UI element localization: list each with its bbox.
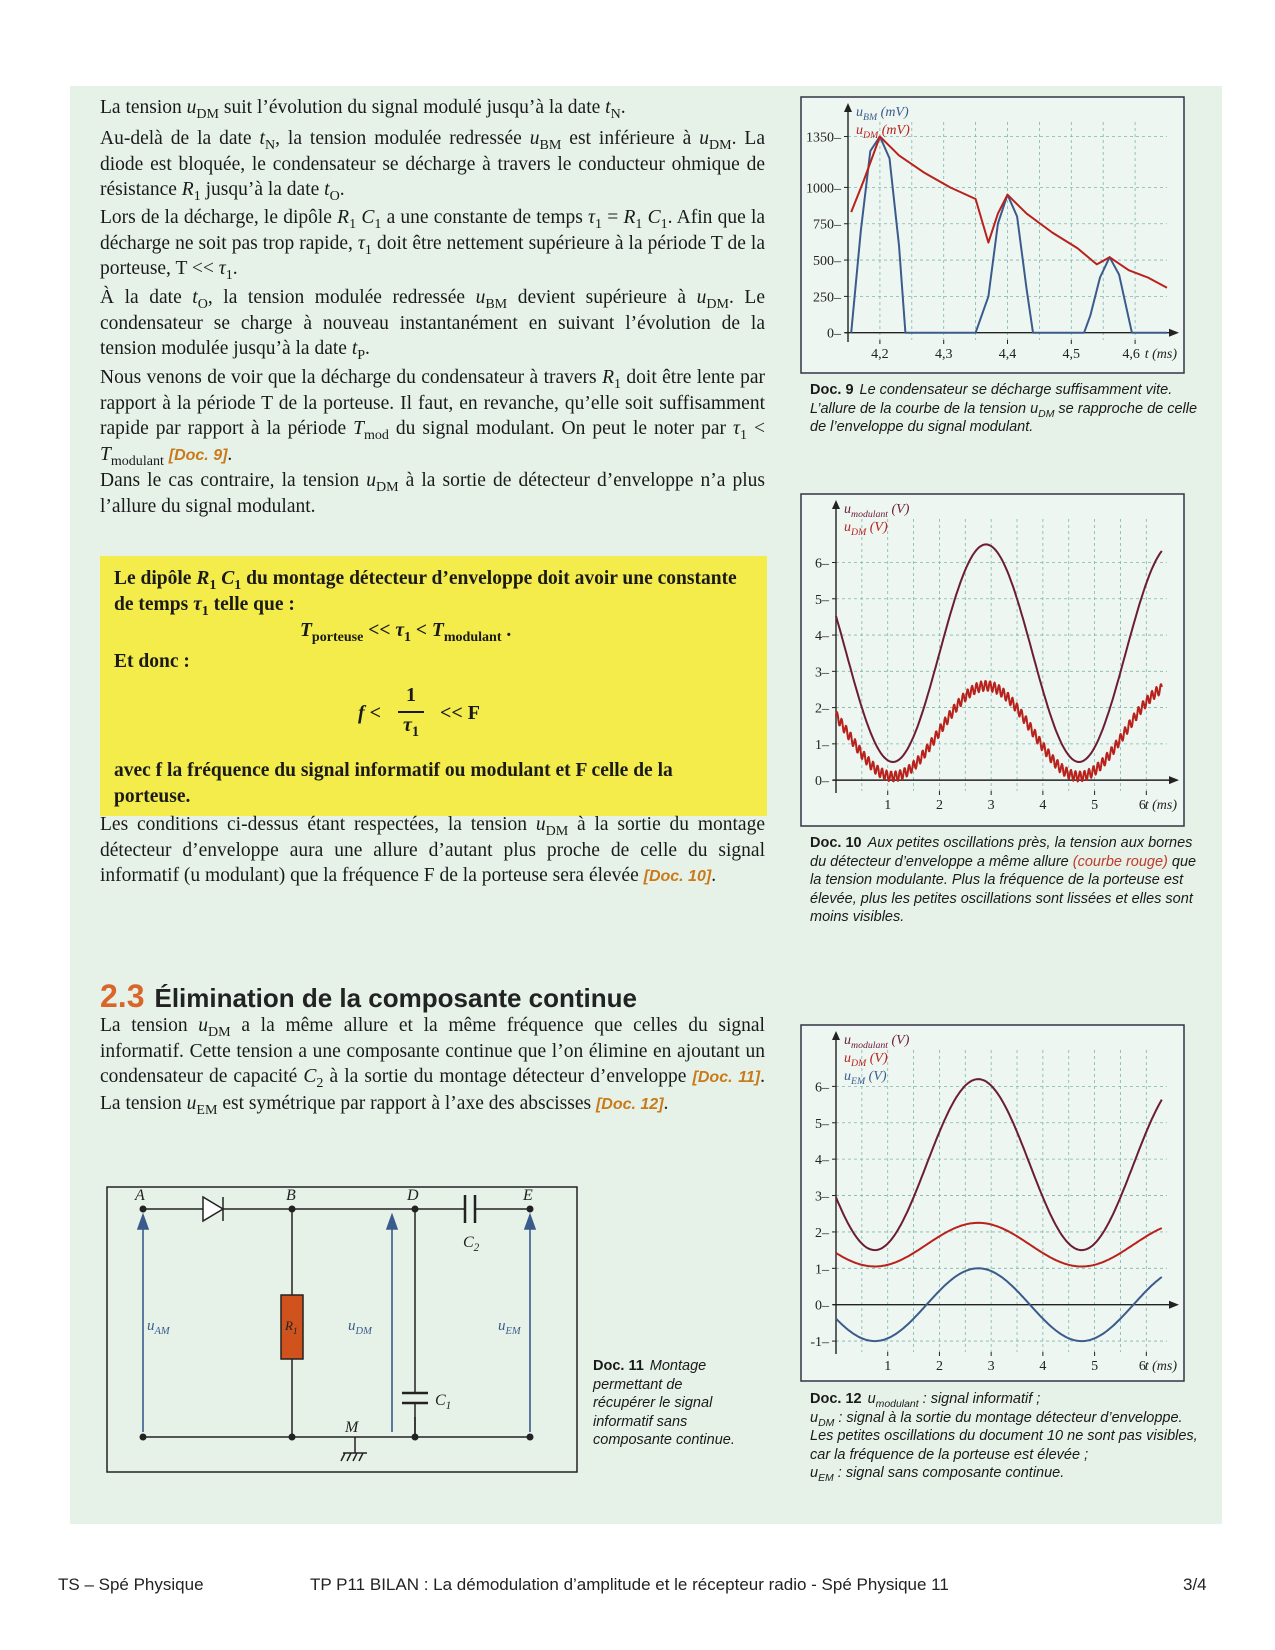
label-c1: $C_1$	[435, 1392, 452, 1412]
y-tick-label: 5–	[815, 592, 829, 608]
node-m: M	[345, 1419, 359, 1436]
formula-numerator: 1	[406, 684, 416, 706]
y-tick-label: 5–	[815, 1116, 829, 1132]
keybox-line1: Le dipôle $R_1$ $C_1$ du montage détecteur d’enveloppe doit avoir une constante de temps $\tau_1$ telle que :	[114, 568, 737, 619]
y-tick-label: 2–	[815, 701, 829, 717]
label-r1: $R_1$	[285, 1318, 298, 1336]
legend-entry: $u_{DM}$ (mV)	[856, 123, 910, 141]
x-tick-label: 1	[884, 798, 892, 813]
doc11-label: Doc. 11	[593, 1358, 644, 1374]
paragraph-7: Les conditions ci-dessus étant respectées, la tension $u_{DM}$ à la sortie du montage détecteur d’enveloppe aura une allure d’autant plus proche de celle du signal informatif (u modulant) que la fréquence F de la porteuse sera élevée [Doc. 10].	[100, 814, 765, 886]
y-tick-label: 500–	[813, 254, 841, 270]
x-tick-label: 4	[1039, 798, 1047, 813]
doc10-reference[interactable]: [Doc. 10]	[643, 868, 712, 885]
doc9-chart	[800, 96, 1185, 374]
legend-entry: $u_{EM}$ (V)	[844, 1069, 887, 1087]
y-tick-label: 6–	[815, 1080, 829, 1096]
node-d: D	[407, 1187, 419, 1204]
p1-text: La tension $u_{DM}$ suit l’évolution du signal modulé jusqu’à la date $t_N$.	[100, 97, 626, 122]
doc11-caption	[593, 1357, 743, 1450]
y-tick-label: -1–	[810, 1335, 829, 1351]
legend-entry: $u_{modulant}$ (V)	[844, 1033, 910, 1051]
keybox-inequality: $T_{porteuse} << \tau_1 < T_{modulant}$ .	[300, 620, 512, 645]
g10-frame	[801, 494, 1184, 826]
doc12-chart	[800, 1024, 1185, 1382]
x-tick-label: 3	[987, 1359, 995, 1374]
p3-text: Lors de la décharge, le dipôle $R_1$ $C_1$ a une constante de temps $\tau_1 = R_1$ $C_1$. Afin que la décharge ne soit pas trop rapide, $\tau_1$ doit être nettement supérieure à la période T de la porteuse, $T << \tau_1$.	[100, 207, 766, 283]
x-tick-label: 4	[1039, 1359, 1047, 1374]
doc10-label: Doc. 10	[810, 835, 862, 851]
label-c2: $C_2$	[463, 1234, 480, 1254]
doc10-caption-text: Aux petites oscillations près, la tension aux bornes du détecteur d’enveloppe a même allure	[810, 835, 1193, 870]
doc10-caption	[810, 834, 1205, 927]
y-tick-label: 750–	[813, 217, 841, 233]
legend-entry: $u_{DM}$ (V)	[844, 1051, 888, 1069]
p5-text: Nous venons de voir que la décharge du condensateur à travers $R_1$ doit être lente par rapport à la période T de la porteuse. Il faut, en revanche, qu’elle soit suffisamment rapide par rapport à la période $T_{mod}$ du signal modulant. On peut le noter par $\tau_1 < T_{modulant}$	[100, 367, 765, 469]
doc12-caption-l3: $u_{EM}$ : signal sans composante continue.	[810, 1465, 1065, 1484]
doc10-chart	[800, 493, 1185, 827]
x-tick-label: 6	[1138, 1359, 1146, 1374]
paragraph-2	[100, 126, 765, 203]
doc9-label: Doc. 9	[810, 382, 854, 398]
x-tick-label: 5	[1091, 798, 1099, 813]
doc12-reference[interactable]: [Doc. 12]	[595, 1095, 664, 1113]
y-tick-label: 3–	[815, 1189, 829, 1205]
x-tick-label: 6	[1138, 798, 1146, 813]
legend-entry: $u_{BM}$ (mV)	[856, 105, 909, 123]
y-tick-label: 0–	[815, 774, 829, 790]
y-tick-label: 0–	[815, 1298, 829, 1314]
y-tick-label: 250–	[813, 290, 841, 306]
x-tick-label: 5	[1091, 1359, 1099, 1374]
node-a: A	[135, 1187, 145, 1204]
x-tick-label: 2	[935, 798, 943, 813]
keybox-and-so: Et donc :	[114, 651, 190, 672]
label-udm: $u_{DM}$	[348, 1318, 372, 1337]
x-tick-label: 4,3	[934, 347, 953, 362]
p8-text: La tension $u_{DM}$ a la même allure et la même fréquence que celles du signal informatif. Cette tension a une composante continue que l’on élimine en ajoutant un condensateur de capacité $C_2$ à la sortie du montage détecteur d’enveloppe	[100, 1015, 765, 1091]
section-number: 2.3	[100, 978, 145, 1014]
formula-right: << F	[440, 702, 481, 724]
node-b: B	[286, 1187, 296, 1204]
p6-text: Dans le cas contraire, la tension $u_{DM}$ à la sortie de détecteur d’enveloppe n’a plus l’allure du signal modulant.	[100, 470, 765, 517]
label-uam: $u_{AM}$	[147, 1318, 170, 1337]
y-tick-label: 1–	[815, 737, 829, 753]
p8-mid-text: . La tension $u_{EM}$ est symétrique par rapport à l’axe des abscisses	[100, 1066, 766, 1118]
y-tick-label: 1–	[815, 1262, 829, 1278]
doc9-caption	[810, 381, 1205, 437]
footer-page-number: 3/4	[1183, 1575, 1207, 1594]
paragraph-3	[100, 205, 765, 282]
doc12-label: Doc. 12	[810, 1391, 862, 1407]
label-uem: $u_{EM}$	[498, 1318, 521, 1337]
p4-text: À la date $t_O$, la tension modulée redressée $u_{BM}$ devient supérieure à $u_{DM}$. Le condensateur se charge à nouveau instantanément en suivant l’évolution de la tension modulée jusqu’à la date $t_P$.	[100, 287, 765, 363]
formula-denominator: $\tau_1$	[402, 714, 420, 740]
y-tick-label: 1000–	[806, 181, 841, 197]
paragraph-4	[100, 285, 765, 362]
x-tick-label: 4,4	[998, 347, 1017, 362]
y-tick-label: 6–	[815, 556, 829, 572]
x-axis-label: t (ms)	[1144, 1359, 1177, 1374]
circuit-nodes	[140, 1206, 534, 1441]
x-axis-label: t (ms)	[1144, 798, 1177, 813]
doc9-reference[interactable]: [Doc. 9]	[168, 446, 228, 464]
p7-text: Les conditions ci-dessus étant respectées, la tension $u_{DM}$ à la sortie du montage détecteur d’enveloppe aura une allure d’autant plus proche de celle du signal informatif (u modulant) que la fréquence F de la porteuse sera élevée	[100, 814, 765, 886]
footer-center: TP P11 BILAN : La démodulation d’amplitude et le récepteur radio - Spé Physique 11	[310, 1575, 949, 1594]
paragraph-6	[100, 468, 765, 519]
doc11-caption-text: Montage permettant de récupérer le signal informatif sans composante continue.	[593, 1358, 735, 1448]
key-rule-box	[100, 556, 767, 816]
doc10-caption-end: que la tension modulante. Plus la fréquence de la porteuse est élevée, plus les petites oscillations sont lissées et elles sont moins visibles.	[810, 853, 1197, 925]
x-tick-label: 3	[987, 798, 995, 813]
node-e: E	[523, 1187, 533, 1204]
y-tick-label: 4–	[815, 1153, 829, 1169]
doc12-caption-l1: $u_{modulant}$ : signal informatif ;	[867, 1391, 1041, 1410]
x-tick-label: 4,5	[1062, 347, 1081, 362]
y-tick-label: 1350–	[806, 130, 841, 146]
fraction-bar	[398, 711, 424, 713]
y-tick-label: 3–	[815, 665, 829, 681]
footer-left: TS – Spé Physique	[58, 1575, 204, 1594]
paragraph-8: La tension $u_{DM}$ a la même allure et la même fréquence que celles du signal informatif. Cette tension a une composante continue que l’on élimine en ajoutant un condensateur de capacité $C_2$ à la sortie du montage détecteur d’enveloppe [Doc. 11]. La tension $u_{EM}$ est symétrique par rapport à l’axe des abscisses [Doc. 12].	[100, 1015, 766, 1118]
doc9-caption-text: Le condensateur se décharge suffisamment vite. L’allure de la courbe de la tension $u_{DM}$ se rapproche de celle de l’enveloppe du signal modulant.	[810, 382, 1198, 435]
doc11-reference[interactable]: [Doc. 11]	[692, 1069, 761, 1086]
paragraph-1	[100, 95, 765, 121]
section-heading	[100, 978, 637, 1015]
doc11-circuit	[105, 1185, 580, 1475]
x-tick-label: 1	[884, 1359, 892, 1374]
x-tick-label: 4,6	[1122, 347, 1140, 362]
x-tick-label: 2	[935, 1359, 943, 1374]
g9-frame	[801, 97, 1184, 373]
doc10-caption-red: (courbe rouge)	[1072, 853, 1168, 870]
legend-entry: $u_{modulant}$ (V)	[844, 502, 910, 520]
section-title: Élimination de la composante continue	[154, 983, 637, 1013]
legend-entry: $u_{DM}$ (V)	[844, 520, 888, 538]
doc12-caption-l2: $u_{DM}$ : signal à la sortie du montage détecteur d’enveloppe. Les petites oscillations du document 10 ne sont pas visibles, car la fréquence de la porteuse est élevée ;	[810, 1409, 1198, 1463]
formula-left: f <	[358, 702, 382, 724]
p2-text: Au-delà de la date $t_N$, la tension modulée redressée $u_{BM}$ est inférieure à $u_{DM}$. La diode est bloquée, le condensateur se décharge à travers le conducteur ohmique de résistance $R_1$ jusqu’à la date $t_O$.	[100, 128, 765, 204]
doc12-caption	[810, 1390, 1205, 1483]
keybox-line4: avec f la fréquence du signal informatif ou modulant et F celle de la porteuse.	[114, 760, 673, 807]
x-axis-label: t (ms)	[1144, 347, 1177, 362]
y-tick-label: 0–	[827, 326, 841, 342]
x-tick-label: 4,2	[871, 347, 889, 362]
paragraph-5: Nous venons de voir que la décharge du condensateur à travers $R_1$ doit être lente par rapport à la période T de la porteuse. Il faut, en revanche, qu’elle soit suffisamment rapide par rapport à la période $T_{mod}$ du signal modulant. On peut le noter par $\tau_1 < T_{modulant}$ [Doc. 9].	[100, 367, 765, 469]
y-tick-label: 2–	[815, 1225, 829, 1241]
y-tick-label: 4–	[815, 629, 829, 645]
